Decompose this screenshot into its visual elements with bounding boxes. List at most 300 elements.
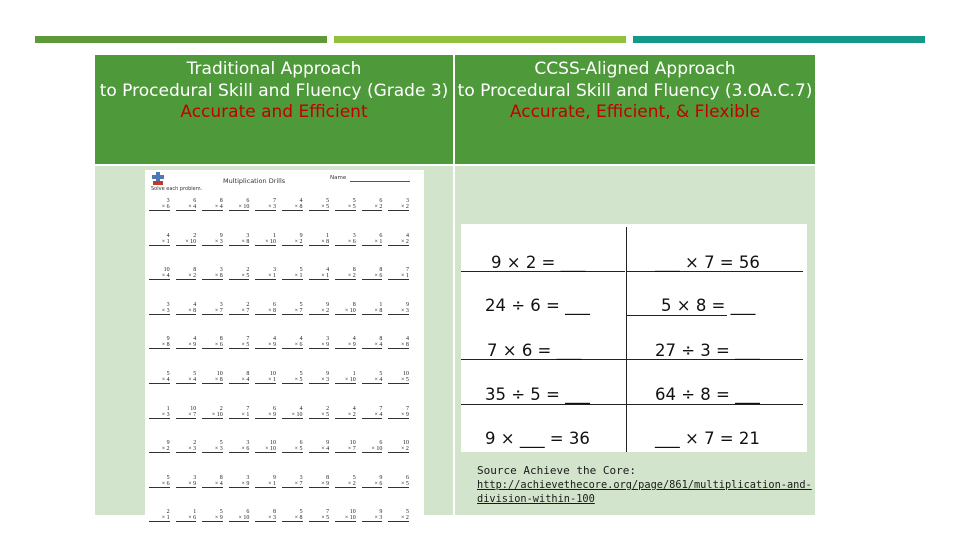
worksheet-problem <box>282 406 309 441</box>
problem-top-number: 2 <box>246 267 250 274</box>
worksheet-problem <box>229 475 256 510</box>
worksheet-problem <box>202 233 229 268</box>
problem-bottom-number: × 6 <box>362 273 383 280</box>
worksheet-problem <box>149 336 176 371</box>
problem-bottom-number: × 7 <box>229 308 250 315</box>
problem-top-number: 3 <box>166 301 170 308</box>
equation-right-2: 5 × 8 = ___ <box>661 296 756 315</box>
left-header-line2: to Procedural Skill and Fluency (Grade 3) <box>99 80 449 101</box>
problem-bottom-number: × 8 <box>362 308 383 315</box>
problem-bottom-number: × 4 <box>149 377 170 384</box>
equation-right-5: ___ × 7 = 21 <box>655 429 760 448</box>
worksheet-problem <box>149 233 176 268</box>
problem-bottom-number: × 1 <box>149 239 170 246</box>
problem-bottom-number: × 4 <box>202 204 223 211</box>
problem-bottom-number: × 2 <box>282 239 303 246</box>
worksheet-problem <box>309 371 336 406</box>
problem-bottom-number: × 8 <box>388 342 409 349</box>
problem-top-number: 7 <box>246 336 250 343</box>
problem-bottom-number: × 3 <box>149 308 170 315</box>
worksheet-problem <box>282 475 309 510</box>
problem-bottom-number: × 8 <box>202 273 223 280</box>
problem-bottom-number: × 2 <box>309 308 330 315</box>
problem-bottom-number: × 1 <box>255 273 276 280</box>
decor-bar-dark-green <box>35 36 327 43</box>
worksheet-name-line <box>350 181 410 182</box>
worksheet-instruction: Solve each problem. <box>151 186 203 192</box>
worksheet-problem <box>335 406 362 441</box>
decor-bar-teal <box>633 36 925 43</box>
problem-top-number: 8 <box>379 336 383 343</box>
problem-bottom-number: × 9 <box>176 342 197 349</box>
worksheet-problem <box>388 509 415 544</box>
problem-top-number: 4 <box>326 267 330 274</box>
equation-right-1: ___ × 7 = 56 <box>655 253 760 272</box>
problem-top-number: 3 <box>405 198 409 204</box>
worksheet-problem <box>149 440 176 475</box>
problem-bottom-number: × 5 <box>309 412 330 419</box>
problem-bottom-number: × 6 <box>229 446 250 453</box>
problem-bottom-number: × 1 <box>255 481 276 488</box>
worksheet-problem <box>176 475 203 510</box>
problem-top-number: 5 <box>219 440 223 447</box>
problem-bottom-number: × 4 <box>362 412 383 419</box>
problem-top-number: 5 <box>299 267 303 274</box>
problem-top-number: 8 <box>219 474 223 481</box>
worksheet-problem <box>362 406 389 441</box>
problem-top-number: 5 <box>405 509 409 516</box>
worksheet-problem <box>176 406 203 441</box>
problem-bottom-number: × 3 <box>149 412 170 419</box>
left-header-line1: Traditional Approach <box>186 59 362 79</box>
problem-top-number: 10 <box>190 405 197 412</box>
right-cell <box>455 166 815 515</box>
problem-bottom-number: × 9 <box>229 481 250 488</box>
worksheet-problem <box>388 198 415 233</box>
problem-top-number: 8 <box>379 267 383 274</box>
problem-top-number: 5 <box>219 509 223 516</box>
equation-left-4: 35 ÷ 5 = ___ <box>485 385 590 404</box>
worksheet-problem <box>229 302 256 337</box>
problem-bottom-number: × 3 <box>176 446 197 453</box>
worksheet-problem <box>176 233 203 268</box>
problem-top-number: 4 <box>405 336 409 343</box>
worksheet-problem <box>176 440 203 475</box>
source-link[interactable]: http://achievethecore.org/page/861/multiplication-and-division-within-100 <box>477 479 812 505</box>
problem-bottom-number: × 1 <box>388 273 409 280</box>
problem-top-number: 3 <box>352 232 356 239</box>
problem-bottom-number: × 3 <box>255 515 276 522</box>
problem-top-number: 4 <box>405 232 409 239</box>
worksheet-problem <box>282 509 309 544</box>
problem-top-number: 9 <box>379 509 383 516</box>
worksheet-problem <box>388 406 415 441</box>
problem-top-number: 9 <box>219 232 223 239</box>
problem-top-number: 5 <box>166 370 170 377</box>
problem-bottom-number: × 9 <box>388 412 409 419</box>
worksheet-problem <box>282 233 309 268</box>
worksheet-problem <box>176 267 203 302</box>
left-header-highlight: Accurate and Efficient <box>180 102 368 122</box>
problem-bottom-number: × 5 <box>335 204 356 211</box>
problem-bottom-number: × 8 <box>309 239 330 246</box>
worksheet-problem <box>282 267 309 302</box>
problem-bottom-number: × 10 <box>255 239 276 246</box>
worksheet-problem <box>229 233 256 268</box>
worksheet-problem <box>335 198 362 233</box>
worksheet-problem <box>202 198 229 233</box>
problem-top-number: 3 <box>193 474 197 481</box>
problem-top-number: 6 <box>299 440 303 447</box>
worksheet-problem <box>255 440 282 475</box>
problem-bottom-number: × 10 <box>335 515 356 522</box>
worksheet-problem <box>335 509 362 544</box>
problem-bottom-number: × 1 <box>309 273 330 280</box>
worksheet-row <box>149 336 415 371</box>
problem-bottom-number: × 10 <box>335 308 356 315</box>
worksheet-row <box>149 267 415 302</box>
problem-top-number: 3 <box>299 474 303 481</box>
worksheet-problem <box>176 198 203 233</box>
worksheet-row <box>149 440 415 475</box>
plus-logo-icon <box>150 172 166 186</box>
equation-left-5: 9 × ___ = 36 <box>485 429 590 448</box>
worksheet-problem-grid <box>149 198 415 544</box>
right-header-highlight: Accurate, Efficient, & Flexible <box>509 102 761 122</box>
worksheet-problem <box>202 406 229 441</box>
problem-bottom-number: × 8 <box>229 239 250 246</box>
worksheet-problem <box>149 267 176 302</box>
worksheet-problem <box>282 371 309 406</box>
problem-top-number: 7 <box>326 509 330 516</box>
worksheet-problem <box>229 371 256 406</box>
problem-bottom-number: × 3 <box>309 377 330 384</box>
problem-top-number: 8 <box>352 267 356 274</box>
problem-bottom-number: × 1 <box>229 412 250 419</box>
problem-top-number: 3 <box>246 440 250 447</box>
worksheet-problem <box>282 336 309 371</box>
problem-bottom-number: × 4 <box>176 204 197 211</box>
worksheet-problem <box>388 371 415 406</box>
left-header <box>95 55 453 164</box>
problem-bottom-number: × 6 <box>202 342 223 349</box>
worksheet-problem <box>229 440 256 475</box>
worksheet-problem <box>229 336 256 371</box>
problem-bottom-number: × 4 <box>229 377 250 384</box>
problem-top-number: 10 <box>402 440 409 447</box>
worksheet-row <box>149 509 415 544</box>
worksheet-row <box>149 475 415 510</box>
problem-top-number: 4 <box>299 336 303 343</box>
equation-right-4: 64 ÷ 8 = ___ <box>655 385 760 404</box>
equation-left-3: 7 × 6 = ___ <box>487 341 582 360</box>
problem-top-number: 10 <box>269 370 276 377</box>
problem-top-number: 1 <box>272 232 276 239</box>
right-header-line2: to Procedural Skill and Fluency (3.OA.C.7) <box>457 80 813 101</box>
worksheet-problem <box>335 302 362 337</box>
problem-bottom-number: × 3 <box>202 239 223 246</box>
worksheet-problem <box>309 302 336 337</box>
problem-top-number: 6 <box>272 301 276 308</box>
problem-top-number: 9 <box>326 440 330 447</box>
problem-top-number: 9 <box>326 370 330 377</box>
problem-top-number: 9 <box>166 440 170 447</box>
problem-bottom-number: × 2 <box>335 273 356 280</box>
problem-bottom-number: × 8 <box>282 515 303 522</box>
worksheet-row <box>149 198 415 233</box>
problem-top-number: 5 <box>352 474 356 481</box>
problem-top-number: 4 <box>193 336 197 343</box>
worksheet-problem <box>229 406 256 441</box>
worksheet-problem <box>388 475 415 510</box>
problem-top-number: 5 <box>299 509 303 516</box>
worksheet-problem <box>362 336 389 371</box>
worksheet-problem <box>149 509 176 544</box>
problem-top-number: 10 <box>402 370 409 377</box>
worksheet-row <box>149 302 415 337</box>
worksheet-problem <box>149 406 176 441</box>
problem-top-number: 9 <box>379 474 383 481</box>
worksheet-problem <box>362 233 389 268</box>
problem-top-number: 6 <box>379 440 383 447</box>
problem-bottom-number: × 5 <box>229 342 250 349</box>
problem-top-number: 9 <box>299 232 303 239</box>
problem-top-number: 9 <box>272 474 276 481</box>
worksheet-problem <box>202 371 229 406</box>
worksheet-problem <box>255 475 282 510</box>
worksheet-problem <box>309 267 336 302</box>
source-label: Source Achieve the Core: <box>477 464 636 477</box>
problem-top-number: 4 <box>166 232 170 239</box>
worksheet-problem <box>362 440 389 475</box>
problem-bottom-number: × 7 <box>176 412 197 419</box>
right-header <box>455 55 815 164</box>
problem-bottom-number: × 5 <box>282 377 303 384</box>
equations-box <box>461 224 807 452</box>
worksheet-problem <box>255 406 282 441</box>
problem-top-number: 1 <box>166 405 170 412</box>
problem-bottom-number: × 3 <box>362 515 383 522</box>
worksheet-problem <box>255 336 282 371</box>
problem-top-number: 8 <box>352 301 356 308</box>
worksheet-problem <box>282 198 309 233</box>
problem-top-number: 6 <box>272 405 276 412</box>
worksheet-problem <box>309 233 336 268</box>
problem-bottom-number: × 4 <box>176 377 197 384</box>
problem-bottom-number: × 8 <box>176 308 197 315</box>
worksheet-problem <box>362 371 389 406</box>
problem-bottom-number: × 9 <box>202 515 223 522</box>
right-header-line1: CCSS-Aligned Approach <box>534 59 736 79</box>
left-cell <box>95 166 453 522</box>
worksheet-problem <box>176 336 203 371</box>
problem-top-number: 2 <box>166 509 170 516</box>
problem-top-number: 7 <box>272 198 276 204</box>
row-separator <box>627 315 727 316</box>
problem-top-number: 8 <box>272 509 276 516</box>
problem-top-number: 6 <box>246 198 250 204</box>
worksheet-problem <box>255 302 282 337</box>
problem-bottom-number: × 2 <box>388 515 409 522</box>
problem-bottom-number: × 5 <box>229 273 250 280</box>
problem-top-number: 2 <box>193 232 197 239</box>
problem-top-number: 3 <box>166 198 170 204</box>
problem-bottom-number: × 3 <box>255 204 276 211</box>
worksheet-problem <box>362 475 389 510</box>
problem-top-number: 1 <box>326 232 330 239</box>
worksheet-problem <box>255 267 282 302</box>
worksheet-problem <box>335 336 362 371</box>
worksheet-problem <box>362 509 389 544</box>
problem-bottom-number: × 1 <box>255 377 276 384</box>
problem-top-number: 1 <box>379 301 383 308</box>
row-separator <box>461 404 803 405</box>
problem-bottom-number: × 2 <box>362 204 383 211</box>
worksheet-problem <box>229 509 256 544</box>
worksheet-problem <box>335 440 362 475</box>
worksheet-problem <box>388 233 415 268</box>
problem-bottom-number: × 4 <box>149 273 170 280</box>
problem-top-number: 8 <box>219 198 223 204</box>
problem-top-number: 6 <box>379 198 383 204</box>
problem-bottom-number: × 6 <box>335 239 356 246</box>
problem-top-number: 9 <box>166 336 170 343</box>
problem-bottom-number: × 5 <box>282 446 303 453</box>
problem-bottom-number: × 10 <box>229 515 250 522</box>
problem-bottom-number: × 7 <box>282 481 303 488</box>
problem-top-number: 4 <box>299 198 303 204</box>
problem-bottom-number: × 6 <box>176 515 197 522</box>
worksheet-problem <box>202 475 229 510</box>
problem-bottom-number: × 9 <box>176 481 197 488</box>
worksheet-problem <box>335 371 362 406</box>
problem-bottom-number: × 8 <box>202 377 223 384</box>
decor-bar-light-green <box>334 36 626 43</box>
worksheet-image <box>145 170 424 522</box>
problem-bottom-number: × 4 <box>309 446 330 453</box>
worksheet-problem <box>176 302 203 337</box>
problem-top-number: 5 <box>299 370 303 377</box>
worksheet-name-label: Name <box>330 175 347 181</box>
problem-top-number: 6 <box>193 198 197 204</box>
comparison-table <box>95 55 815 522</box>
worksheet-problem <box>309 440 336 475</box>
problem-top-number: 7 <box>405 267 409 274</box>
problem-top-number: 7 <box>246 405 250 412</box>
problem-bottom-number: × 3 <box>202 446 223 453</box>
worksheet-problem <box>229 198 256 233</box>
problem-top-number: 4 <box>352 405 356 412</box>
problem-bottom-number: × 8 <box>149 342 170 349</box>
worksheet-problem <box>335 267 362 302</box>
problem-bottom-number: × 5 <box>309 204 330 211</box>
problem-bottom-number: × 10 <box>335 377 356 384</box>
problem-top-number: 3 <box>219 267 223 274</box>
problem-bottom-number: × 6 <box>362 481 383 488</box>
problem-top-number: 9 <box>326 301 330 308</box>
worksheet-problem <box>255 371 282 406</box>
worksheet-problem <box>202 509 229 544</box>
problem-bottom-number: × 9 <box>309 342 330 349</box>
problem-bottom-number: × 2 <box>388 446 409 453</box>
problem-top-number: 2 <box>326 405 330 412</box>
problem-top-number: 5 <box>193 370 197 377</box>
problem-top-number: 6 <box>246 509 250 516</box>
problem-bottom-number: × 9 <box>309 481 330 488</box>
equation-left-2: 24 ÷ 6 = ___ <box>485 296 590 315</box>
problem-bottom-number: × 6 <box>149 204 170 211</box>
problem-top-number: 6 <box>379 232 383 239</box>
worksheet-row <box>149 406 415 441</box>
worksheet-problem <box>255 233 282 268</box>
problem-bottom-number: × 7 <box>335 446 356 453</box>
problem-top-number: 9 <box>405 301 409 308</box>
problem-bottom-number: × 7 <box>202 308 223 315</box>
problem-top-number: 10 <box>349 509 356 516</box>
problem-bottom-number: × 1 <box>362 239 383 246</box>
problem-bottom-number: × 2 <box>335 412 356 419</box>
worksheet-problem <box>362 302 389 337</box>
worksheet-problem <box>388 302 415 337</box>
worksheet-problem <box>149 475 176 510</box>
problem-bottom-number: × 6 <box>282 342 303 349</box>
source-citation <box>477 464 817 506</box>
worksheet-row <box>149 371 415 406</box>
worksheet-problem <box>388 440 415 475</box>
problem-bottom-number: × 10 <box>202 412 223 419</box>
problem-bottom-number: × 7 <box>282 308 303 315</box>
problem-top-number: 2 <box>246 301 250 308</box>
problem-top-number: 3 <box>272 267 276 274</box>
problem-bottom-number: × 4 <box>362 377 383 384</box>
worksheet-problem <box>362 267 389 302</box>
problem-top-number: 5 <box>166 474 170 481</box>
problem-top-number: 10 <box>216 370 223 377</box>
problem-top-number: 4 <box>352 336 356 343</box>
problem-bottom-number: × 10 <box>176 239 197 246</box>
problem-top-number: 3 <box>246 474 250 481</box>
problem-top-number: 5 <box>326 198 330 204</box>
problem-top-number: 5 <box>299 301 303 308</box>
problem-top-number: 10 <box>349 440 356 447</box>
worksheet-problem <box>255 198 282 233</box>
problem-bottom-number: × 4 <box>202 481 223 488</box>
worksheet-problem <box>255 509 282 544</box>
worksheet-problem <box>202 267 229 302</box>
problem-top-number: 6 <box>405 474 409 481</box>
worksheet-problem <box>388 267 415 302</box>
worksheet-problem <box>149 198 176 233</box>
worksheet-problem <box>282 440 309 475</box>
problem-bottom-number: × 10 <box>255 446 276 453</box>
problem-top-number: 8 <box>326 474 330 481</box>
problem-top-number: 4 <box>299 405 303 412</box>
problem-bottom-number: × 9 <box>255 342 276 349</box>
worksheet-problem <box>202 302 229 337</box>
problem-top-number: 8 <box>193 267 197 274</box>
worksheet-problem <box>309 475 336 510</box>
worksheet-problem <box>309 406 336 441</box>
worksheet-problem <box>282 302 309 337</box>
problem-top-number: 3 <box>326 336 330 343</box>
worksheet-problem <box>309 336 336 371</box>
problem-bottom-number: × 4 <box>362 342 383 349</box>
problem-bottom-number: × 2 <box>388 204 409 211</box>
problem-top-number: 4 <box>193 301 197 308</box>
problem-top-number: 7 <box>379 405 383 412</box>
worksheet-problem <box>229 267 256 302</box>
problem-top-number: 8 <box>219 336 223 343</box>
